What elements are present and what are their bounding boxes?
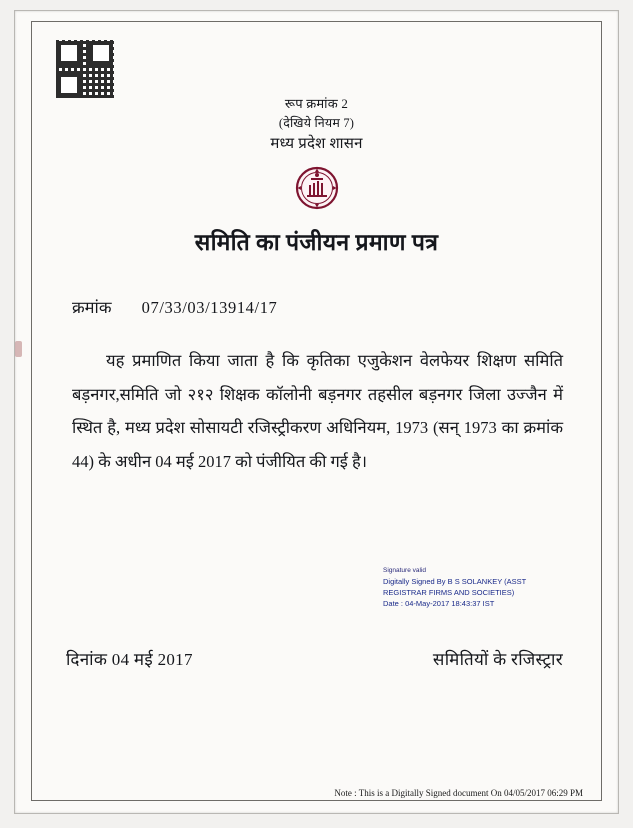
- form-rule-reference: (देखिये नियम 7): [278, 115, 355, 130]
- registration-number-label: क्रमांक: [72, 297, 112, 317]
- signature-signer-line2: REGISTRAR FIRMS AND SOCIETIES): [383, 587, 515, 597]
- footer-note: Note : This is a Digitally Signed document On 04/05/2017 06:29 PM: [334, 788, 583, 798]
- registration-number-row: [66, 295, 567, 318]
- signature-date: Date : 04-May-2017 18:43:37 IST: [383, 598, 495, 608]
- registrar-designation: समितियों के रजिस्ट्रार: [432, 650, 563, 669]
- scanned-paper: [14, 10, 619, 814]
- certificate-border: [31, 21, 602, 801]
- government-emblem-icon: [294, 165, 340, 211]
- certificate-content: [32, 22, 601, 800]
- digital-signature-block: [383, 567, 559, 610]
- certificate-header: [66, 38, 567, 156]
- signature-valid-label: Signature valid: [383, 567, 426, 574]
- certificate-footer: [66, 647, 567, 670]
- registration-number-value: 07/33/03/13914/17: [141, 297, 278, 317]
- certificate-body-text: [66, 344, 567, 479]
- signature-signer-line1: Digitally Signed By B S SOLANKEY (ASST: [383, 577, 527, 586]
- qr-code-icon: [56, 40, 114, 98]
- scan-artifact: [15, 341, 22, 357]
- certificate-body-content: यह प्रमाणित किया जाता है कि कृतिका एजुकेशन वेलफेयर शिक्षण समिति बड़नगर,समिति जो २१२ शिक्षक कॉलोनी बड़नगर तहसील बड़नगर जिला उज्जैन में स्थित है, मध्य प्रदेश सोसायटी रजिस्ट्रीकरण अधिनियम, 1973 (सन् 1973 का क्रमांक 44) के अधीन 04 मई 2017 को पंजीयित की गई है।: [72, 350, 563, 472]
- issue-date: दिनांक 04 मई 2017: [66, 650, 193, 669]
- form-number: रूप क्रमांक 2: [284, 96, 349, 111]
- government-name: मध्य प्रदेश शासन: [270, 136, 363, 153]
- page-title: समिति का पंजीयन प्रमाण पत्र: [194, 229, 439, 255]
